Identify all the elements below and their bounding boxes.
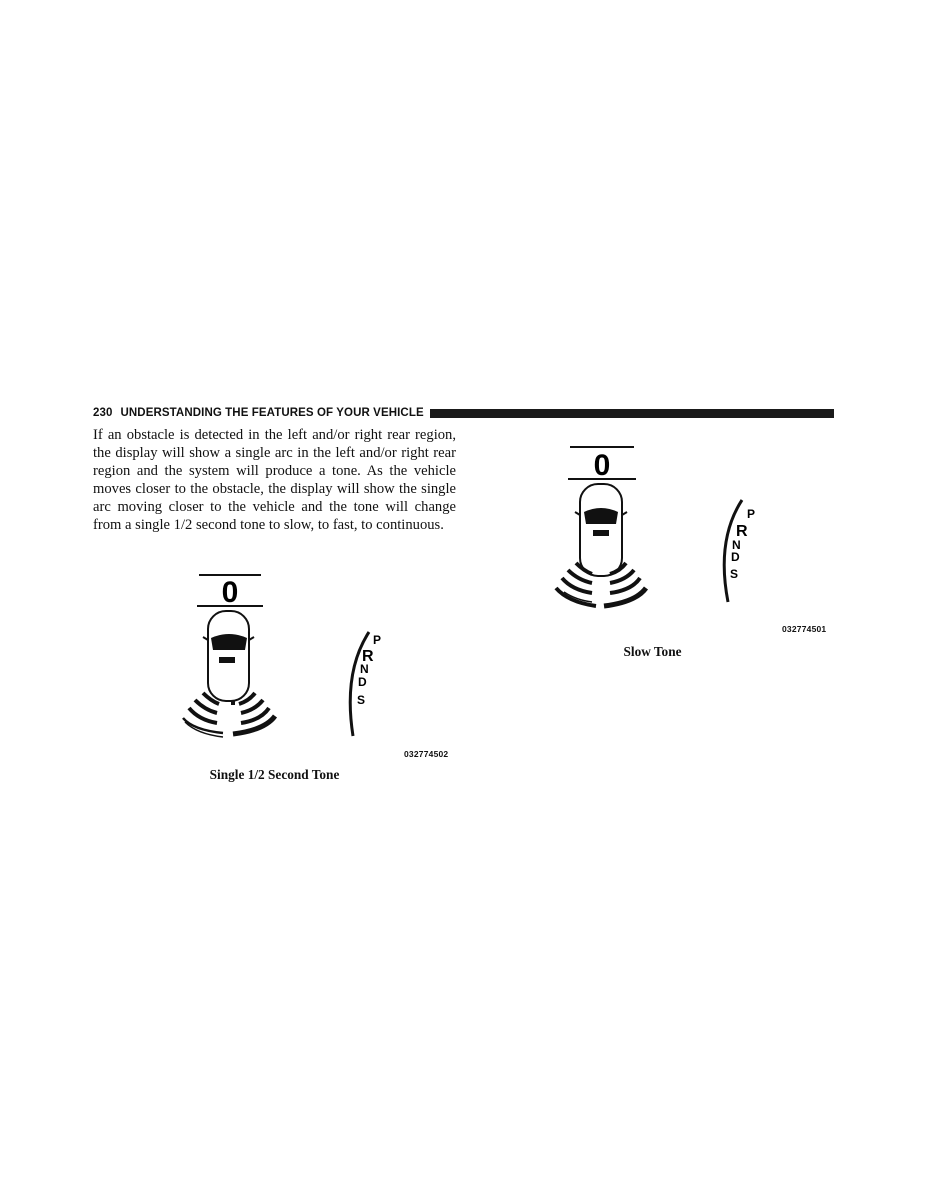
figure-caption: Single 1/2 Second Tone	[209, 767, 340, 782]
gear-p: P	[747, 507, 756, 521]
page-number: 230	[93, 407, 113, 419]
gear-selector	[350, 632, 381, 736]
vehicle-outline-icon	[208, 611, 249, 701]
gear-r: R	[362, 648, 374, 665]
windshield-icon	[584, 508, 618, 524]
figure-caption: Slow Tone	[623, 644, 682, 659]
gear-n: N	[360, 662, 369, 676]
page-header	[93, 404, 834, 422]
windshield-icon	[211, 634, 247, 650]
gear-selector	[724, 500, 755, 602]
figure-single-half-second-tone	[93, 568, 456, 782]
roof-icon	[593, 530, 609, 536]
gear-d: D	[358, 675, 367, 689]
gear-r: R	[736, 523, 748, 540]
body-paragraph: If an obstacle is detected in the left and/or right rear region, the display will show a single arc in the left and/or right rear region and the system will produce a tone. As the vehicle moves closer to the obstacle, the display will show the single arc moving closer to the vehicle and the tone will change from a single 1/2 second tone to slow, to fast, to continuous.	[93, 427, 456, 533]
gear-s: S	[730, 567, 739, 581]
gear-n: N	[732, 538, 741, 552]
figure-code: 032774502	[404, 749, 449, 759]
distance-readout: 0	[593, 449, 611, 482]
gear-p: P	[373, 633, 382, 647]
gear-s: S	[357, 693, 366, 707]
park-assist-display-illustration	[93, 568, 456, 768]
park-assist-display-illustration	[520, 440, 835, 640]
figure-code: 032774501	[782, 624, 827, 634]
section-title: UNDERSTANDING THE FEATURES OF YOUR VEHICLE	[120, 407, 424, 419]
header-rule	[430, 409, 834, 418]
distance-readout: 0	[221, 576, 239, 609]
roof-icon	[219, 657, 235, 663]
figure-slow-tone	[520, 440, 835, 659]
gear-d: D	[731, 550, 740, 564]
